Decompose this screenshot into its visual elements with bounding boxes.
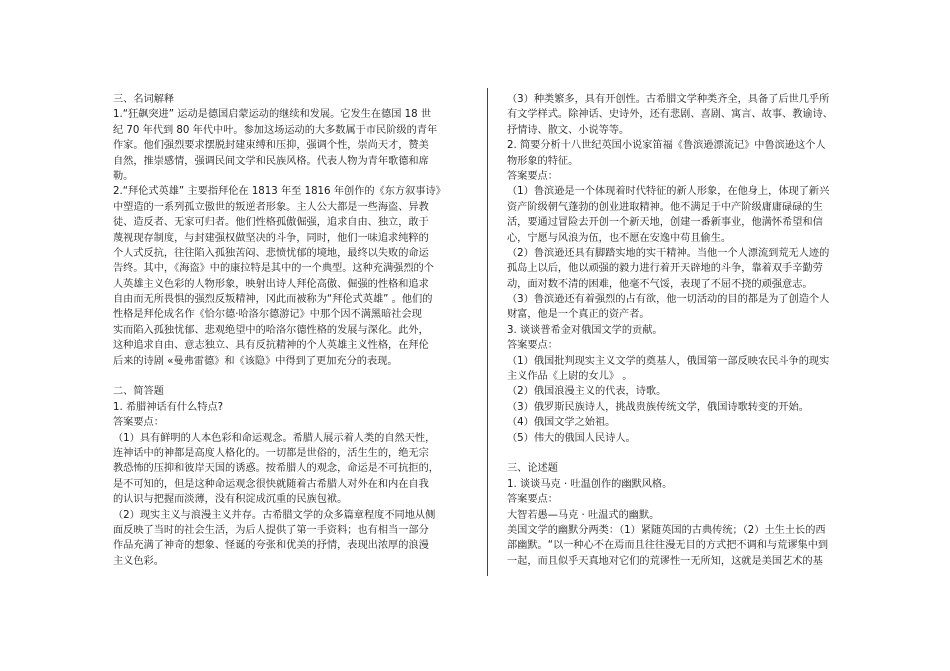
text-line: 二、简答题 [113, 386, 164, 398]
text-line: 这种追求自由、意志独立、具有反抗精神的个人英雄主义性格，在拜伦 [113, 340, 429, 352]
text-line: 教恐怖的压抑和彼岸天国的诱惑。按希腊人的观念，命运是不可抗拒的， [113, 463, 439, 475]
text-line: （4）俄国文学之始祖。 [507, 417, 616, 429]
text-line: 作品充满了神奇的想象、怪诞的夸张和优美的抒情，表现出浓厚的浪漫 [113, 540, 429, 552]
text-line: 中塑造的一系列孤立傲世的叛逆者形象。主人公大都是一些海盗、异教 [113, 201, 429, 213]
text-line: 资产阶级朝气蓬勃的创业进取精神。他不满足于中产阶级庸庸碌碌的生 [507, 201, 823, 213]
text-line: 自由而无所畏惧的强烈反叛精神，冈此而被称为“拜伦式英雄” 。他们的 [113, 294, 433, 306]
text-line: 徒、造反者、无家可归者。他们性格孤傲倔强，追求自由、独立，敢于 [113, 217, 429, 229]
text-line: 三、名词解释 [113, 94, 175, 105]
text-line: 实而陷入孤独忧郁、悲观绝望中的哈洛尔德性格的发展与深化。此外， [113, 324, 429, 336]
text-line: 抒情诗、散文、小说等等。 [507, 124, 630, 136]
text-line: 的认识与把握而淡薄，没有积淀成沉重的民族包袱。 [113, 494, 348, 506]
text-line: 主义作品《上尉的女儿》 。 [507, 371, 633, 383]
text-line: 作家。他们强烈要求摆脱封建束缚和压抑，强调个性，崇尚天才，赞美 [113, 140, 429, 152]
text-line: 2.“拜伦式英雄” 主要指拜伦在 1813 年至 1816 年创作的《东方叙事诗》 [113, 186, 446, 198]
text-line: （3）鲁滨逊还有着强烈的占有欲，他一切活动的目的都是为了创造个人 [507, 294, 830, 306]
text-line: 物形象的特征。 [507, 155, 579, 167]
text-line: 主义色彩。 [113, 555, 164, 567]
text-line: 个人式反抗，往往陷入孤独苦闷、悲愤忧郁的境地，最终以失败的命运 [113, 247, 429, 259]
blank-line [113, 369, 481, 384]
text-line: 答案要点： [507, 170, 558, 182]
text-line: 3. 谈谈普希金对俄国文学的贡献。 [507, 324, 663, 336]
text-line: 自然，推崇感情，强调民间文学和民族风格。代表人物为青年歌德和席 [113, 155, 429, 167]
text-line: 性格是拜伦成名作《恰尔德·哈洛尔德游记》中那个因不满黑暗社会现 [113, 309, 422, 321]
text-line: （1）鲁滨逊是一个体现着时代特征的新人形象，在他身上，体现了新兴 [507, 186, 830, 198]
text-line: （3）种类繁多，具有开创性。古希腊文学种类齐全，具备了后世几乎所 [507, 94, 830, 105]
text-line: 1.“狂飙突进” 运动是德国启蒙运动的继续和发展。它发生在德国 18 世 [113, 109, 432, 121]
text-line: 大智若愚—马克 · 吐温式的幽默。 [507, 509, 660, 521]
text-line: （3）俄罗斯民族诗人，挑战贵族传统文学，俄国诗歌转变的开始。 [507, 401, 809, 413]
text-line: 蔑视现存制度，与封建强权做坚决的斗争，同时，他们一味追求纯粹的 [113, 232, 429, 244]
blank-line [507, 446, 843, 461]
text-line: 部幽默。“以一种心不在焉而且往往漫无目的方式把不调和与荒谬集中到 [507, 540, 829, 552]
text-line: 答案要点： [113, 417, 164, 429]
text-line: 财富，他是一个真正的资产者。 [507, 309, 650, 321]
text-line: 后来的诗剧 «曼弗雷德》和《该隐》中得到了更加充分的表现。 [113, 355, 398, 367]
column-divider [487, 88, 488, 576]
text-line: 连神话中的神都是高度人格化的。一切都是世俗的，活生生的，绝无宗 [113, 447, 429, 459]
text-line: （2）鲁滨逊还具有脚踏实地的实干精神。当他一个人漂流到荒无人迹的 [507, 247, 830, 259]
text-line: 一起，而且似乎天真地对它们的荒谬性一无所知，这就是美国艺术的基 [507, 555, 823, 567]
text-line: 勒。 [113, 170, 134, 182]
text-line: 有文学样式。除神话、史诗外，还有悲剧、喜剧、寓言、故事、教谕诗、 [507, 109, 833, 121]
text-line: 心，宁愿与风浪为伍，也不愿在安逸中苟且偷生。 [507, 232, 732, 244]
text-line: 活，要通过冒险去开创一个新天地，创建一番新事业，他满怀希望和信 [507, 217, 823, 229]
text-line: 告终。其中，《海盗》中的康拉特是其中的一个典型。这种充满强烈的个 [113, 263, 434, 275]
text-line: 人英雄主义色彩的人物形象，映射出诗人拜伦高傲、倔强的性格和追求 [113, 278, 429, 290]
text-line: （2）现实主义与浪漫主义并存。古希腊文学的众多篇章程度不同地从侧 [113, 509, 436, 521]
text-line: 2. 简要分析十八世纪英国小说家笛福《鲁滨逊漂流记》中鲁滨逊这个人 [507, 140, 826, 152]
text-line: 三、论述题 [507, 463, 558, 475]
text-line: 答案要点： [507, 340, 558, 352]
text-line: 面反映了当时的社会生活，为后人提供了第一手资料；也有相当一部分 [113, 524, 429, 536]
text-line: 动，面对数不清的困难，他毫不气馁，表现了不屈不挠的顽强意志。 [507, 278, 813, 290]
text-line: （5）伟大的俄国人民诗人。 [507, 432, 636, 444]
left-column [113, 92, 481, 569]
text-line: 是不可知的，但是这种命运观念很快就随着古希腊人对外在和内在自我 [113, 478, 429, 490]
text-line: （2）俄国浪漫主义的代表，诗歌。 [507, 386, 667, 398]
text-line: （1）具有鲜明的人本色彩和命运观念。希腊人展示着人类的自然天性， [113, 432, 436, 444]
text-line: 纪 70 年代到 80 年代中叶。参加这场运动的大多数属于市民阶级的青年 [113, 124, 438, 136]
right-column [507, 92, 843, 569]
text-line: （1）俄国批判现实主义文学的奠基人，俄国第一部反映农民斗争的现实 [507, 355, 830, 367]
text-line: 孤岛上以后，他以顽强的毅力进行着开天辟地的斗争，靠着双手辛勤劳 [507, 263, 823, 275]
text-line: 答案要点： [507, 494, 558, 506]
text-line: 美国文学的幽默分两类：（1）紧随英国的古典传统；（2）土生土长的西 [507, 524, 826, 536]
text-line: 1. 希腊神话有什么特点? [113, 401, 224, 413]
text-line: 1. 谈谈马克 · 吐温创作的幽默风格。 [507, 478, 673, 490]
